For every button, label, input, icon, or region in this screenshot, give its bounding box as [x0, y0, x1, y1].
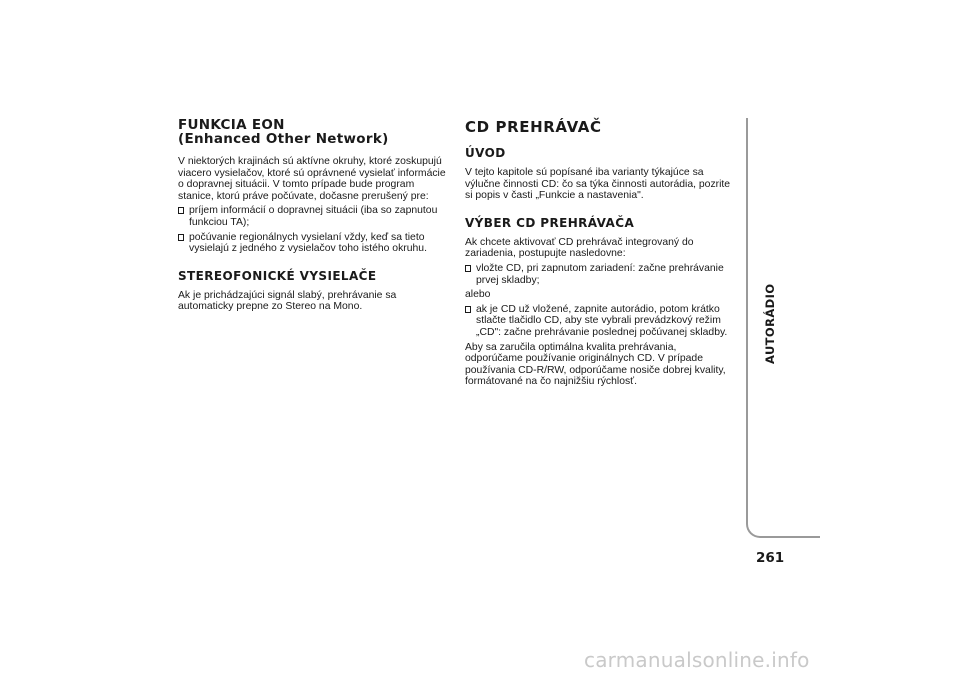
page-number: 261: [756, 550, 785, 566]
list-item: [178, 232, 448, 255]
list-item: [465, 263, 737, 286]
bullet-text: príjem informácií o dopravnej situácii (iba so zapnutou funkciou TA);: [189, 205, 438, 228]
watermark: carmanualsonline.info: [584, 648, 810, 672]
section-tab: [746, 118, 820, 538]
bullet-text: počúvanie regionálnych vysielaní vždy, keď sa tieto vysielajú z jedného z vysielačov toho istého okruhu.: [189, 231, 427, 255]
stereo-heading: STEREOFONICKÉ VYSIELAČE: [178, 268, 377, 283]
checkbox-bullet-icon: [178, 234, 184, 241]
checkbox-bullet-icon: [465, 306, 471, 313]
eon-heading-line2: (Enhanced Other Network): [178, 131, 389, 147]
vyber-heading: VÝBER CD PREHRÁVAČA: [465, 215, 635, 230]
checkbox-bullet-icon: [178, 207, 184, 214]
vyber-text: Ak chcete aktivovať CD prehrávač integrovaný do zariadenia, postupujte nasledovne:: [465, 236, 694, 260]
bullet-text: vložte CD, pri zapnutom zariadení: začne prehrávanie prvej skladby;: [476, 262, 724, 286]
list-item: [465, 304, 737, 339]
eon-heading-line1: FUNKCIA EON: [178, 117, 285, 133]
section-tab-label: AUTORÁDIO: [763, 283, 777, 364]
bullet-text: ak je CD už vložené, zapnite autorádio, potom krátko stlačte tlačidlo CD, aby ste vybrali prevádzkový režim „CD": začne prehrávanie poslednej počúvanej skladby.: [476, 303, 728, 338]
checkbox-bullet-icon: [465, 265, 471, 272]
uvod-text: V tejto kapitole sú popísané iba varianty týkajúce sa výlučne činnosti CD: čo sa týka činnosti autorádia, pozrite si popis v časti „Funkcie a nastavenia".: [465, 167, 731, 202]
eon-heading: [178, 118, 448, 146]
final-text: Aby sa zaručila optimálna kvalita prehrávania, odporúčame používanie originálnych CD. V prípade používania CD-R/RW, odporúčame nosiče dobrej kvality, formátované na čo najnižšiu rýchlosť.: [465, 341, 726, 388]
eon-intro-text: V niektorých krajinách sú aktívne okruhy, ktoré zoskupujú viacero vysielačov, ktoré sú oprávnené vysielať informácie o dopravnej situácii. V tomto prípade bude program stanice, ktorú práve počúvate, dočasne prerušený pre:: [178, 156, 446, 202]
right-column: [465, 118, 737, 391]
list-item: [178, 205, 448, 228]
left-column: [178, 118, 448, 316]
cd-player-title: CD PREHRÁVAČ: [465, 118, 602, 136]
or-text: alebo: [465, 289, 491, 301]
uvod-heading: ÚVOD: [465, 146, 506, 160]
stereo-text: Ak je prichádzajúci signál slabý, prehrávanie sa automaticky prepne zo Stereo na Mono.: [178, 289, 397, 313]
